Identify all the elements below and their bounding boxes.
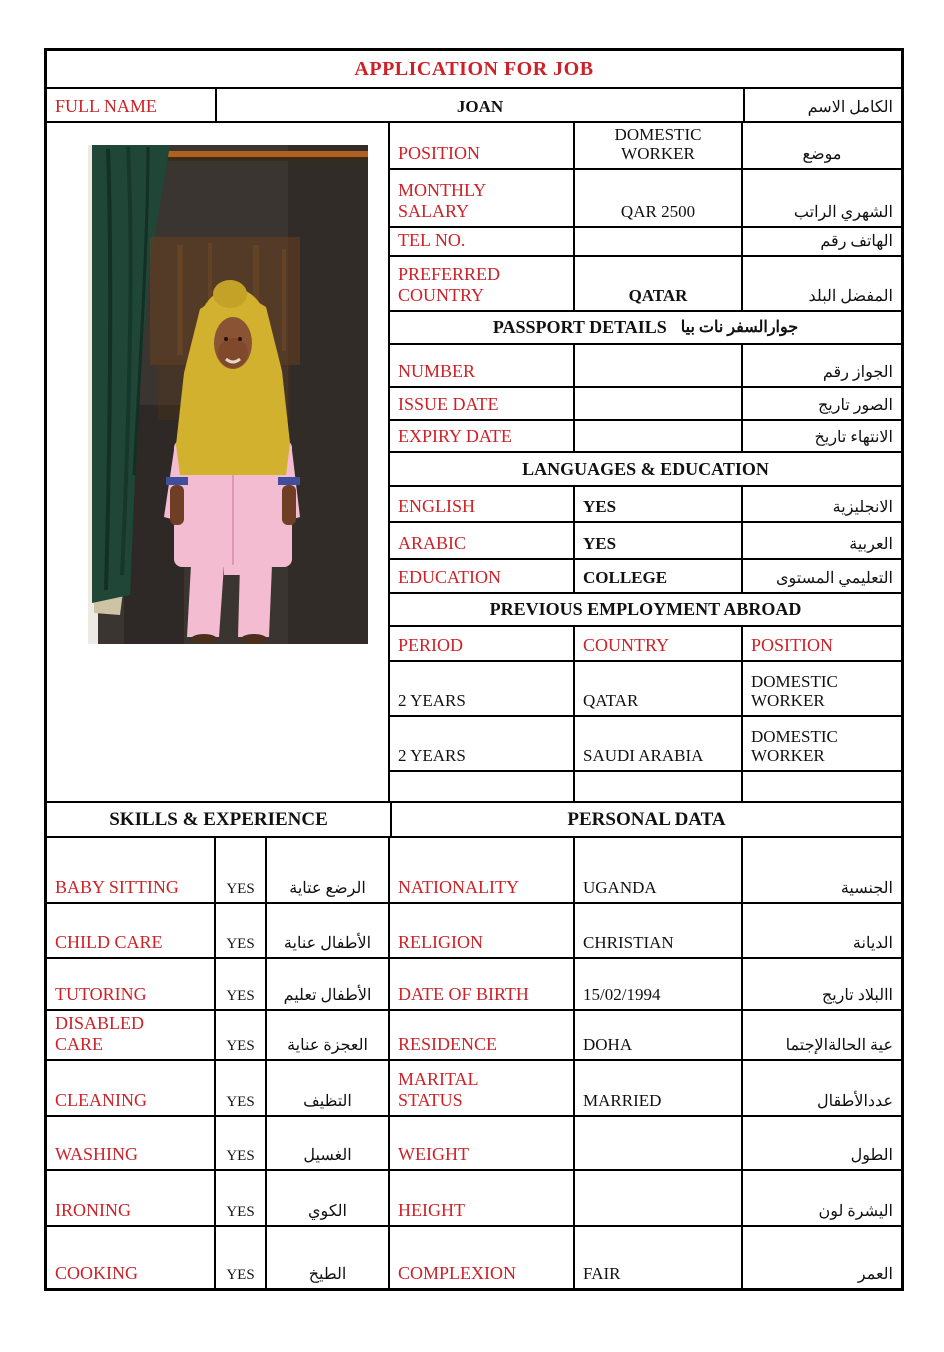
education-arabic: التعليمي المستوى — [775, 569, 893, 587]
previous-employment-title: PREVIOUS EMPLOYMENT ABROAD — [489, 599, 802, 619]
employment-3-position — [743, 772, 901, 801]
personal-arabic: العمر — [857, 1265, 893, 1283]
arabic-label: ARABIC — [390, 523, 575, 558]
arabic-arabic: العربية — [849, 535, 893, 553]
employment-1-position: DOMESTIC WORKER — [751, 671, 838, 711]
skill-row-cleaning — [47, 1061, 388, 1117]
skill-status: YES — [216, 838, 267, 902]
employment-row-1 — [390, 662, 901, 717]
personal-label: NATIONALITY — [390, 838, 575, 902]
skill-row-washing — [47, 1117, 388, 1171]
curtain-rod — [140, 151, 368, 157]
full-name-arabic: الكامل الاسم — [807, 98, 893, 116]
personal-label: RELIGION — [390, 904, 575, 957]
issue-date-label: ISSUE DATE — [390, 388, 575, 419]
personal-arabic: الجنسية — [840, 879, 893, 897]
skill-arabic: العجزة عناية — [287, 1036, 368, 1054]
personal-label: MARITAL STATUS — [390, 1061, 575, 1115]
full-name-value: JOAN — [217, 89, 745, 121]
passport-details-header — [390, 312, 901, 345]
row-english — [390, 487, 901, 523]
skill-status: YES — [216, 1171, 267, 1225]
monthly-salary-label: MONTHLY SALARY — [390, 170, 575, 226]
previous-employment-header — [390, 594, 901, 627]
issue-date-value — [575, 388, 743, 419]
skill-row-baby-sitting — [47, 838, 388, 904]
hand-right — [282, 485, 296, 525]
skill-label: BABY SITTING — [47, 838, 216, 902]
personal-value — [575, 1117, 743, 1169]
english-label: ENGLISH — [390, 487, 575, 521]
passport-number-label: NUMBER — [390, 345, 575, 386]
tel-no-label: TEL NO. — [390, 228, 575, 255]
skill-label: TUTORING — [47, 959, 216, 1009]
position-value: DOMESTIC WORKER — [575, 123, 743, 168]
full-name-row — [47, 89, 901, 123]
personal-row-religion — [390, 904, 901, 959]
personal-value: DOHA — [575, 1011, 743, 1059]
personal-value: MARRIED — [575, 1061, 743, 1115]
photo-cell — [47, 123, 390, 801]
employment-3-country — [575, 772, 743, 801]
row-position — [390, 123, 901, 170]
period-column-header: PERIOD — [390, 627, 575, 660]
details-stack — [390, 123, 901, 801]
preferred-country-value: QATAR — [575, 257, 743, 310]
skill-row-cooking — [47, 1227, 388, 1288]
uniform-pants-left — [187, 565, 224, 637]
personal-row-residence — [390, 1011, 901, 1061]
employment-2-country: SAUDI ARABIA — [575, 717, 743, 770]
skill-label: CLEANING — [47, 1061, 216, 1115]
position-label: POSITION — [390, 123, 575, 168]
passport-number-value — [575, 345, 743, 386]
skill-status: YES — [216, 1227, 267, 1288]
personal-label: WEIGHT — [390, 1117, 575, 1169]
preferred-country-arabic: المفضل البلد — [808, 287, 893, 305]
row-monthly-salary — [390, 170, 901, 228]
row-passport-number — [390, 345, 901, 388]
skill-status: YES — [216, 1061, 267, 1115]
title-row — [47, 51, 901, 89]
hand-left — [170, 485, 184, 525]
skill-status: YES — [216, 904, 267, 957]
position-arabic: موضع — [802, 145, 842, 163]
personal-arabic: الطول — [850, 1146, 893, 1164]
row-issue-date — [390, 388, 901, 421]
employment-row-empty — [390, 772, 901, 801]
employment-1-country: QATAR — [575, 662, 743, 715]
expiry-date-value — [575, 421, 743, 451]
personal-arabic: الديانة — [852, 934, 893, 952]
skill-arabic: الغسيل — [303, 1146, 352, 1164]
skill-label: DISABLED CARE — [47, 1011, 216, 1059]
skill-status: YES — [216, 959, 267, 1009]
row-education — [390, 560, 901, 594]
position-column-header: POSITION — [751, 635, 834, 656]
row-arabic — [390, 523, 901, 560]
personal-label: RESIDENCE — [390, 1011, 575, 1059]
passport-details-title: PASSPORT DETAILS — [492, 317, 667, 337]
applicant-photo — [88, 145, 368, 644]
arabic-value: YES — [575, 523, 743, 558]
country-column-header: COUNTRY — [575, 627, 743, 660]
personal-label: HEIGHT — [390, 1171, 575, 1225]
skill-status: YES — [216, 1117, 267, 1169]
personal-arabic: االبلاد تاريج — [821, 986, 893, 1004]
skill-label: IRONING — [47, 1171, 216, 1225]
employment-2-position: DOMESTIC WORKER — [751, 726, 838, 766]
skill-label: COOKING — [47, 1227, 216, 1288]
skill-row-tutoring — [47, 959, 388, 1011]
skill-row-ironing — [47, 1171, 388, 1227]
row-tel-no — [390, 228, 901, 257]
languages-education-header — [390, 453, 901, 487]
personal-value: CHRISTIAN — [575, 904, 743, 957]
personal-value — [575, 1171, 743, 1225]
education-label: EDUCATION — [390, 560, 575, 592]
skill-label: WASHING — [47, 1117, 216, 1169]
employment-row-2 — [390, 717, 901, 772]
passport-details-title-arabic: جوارالسفر نات بيا — [680, 318, 799, 336]
skill-arabic: التظيف — [303, 1092, 352, 1110]
personal-arabic: عية الحالةالإجتما — [785, 1036, 893, 1054]
employment-2-period: 2 YEARS — [390, 717, 575, 770]
skill-row-disabled-care — [47, 1011, 388, 1061]
personal-value: FAIR — [575, 1227, 743, 1288]
row-expiry-date — [390, 421, 901, 453]
foot-right — [241, 634, 267, 644]
skills-section-header: SKILLS & EXPERIENCE — [47, 803, 392, 836]
application-form-table — [44, 48, 904, 1291]
personal-row-weight — [390, 1117, 901, 1171]
personal-value: 15/02/1994 — [575, 959, 743, 1009]
row-preferred-country — [390, 257, 901, 312]
personal-value: UGANDA — [575, 838, 743, 902]
skill-status: YES — [216, 1011, 267, 1059]
skill-arabic: الرضع عتاية — [289, 879, 366, 897]
personal-row-height — [390, 1171, 901, 1227]
employment-3-period — [390, 772, 575, 801]
personal-label: COMPLEXION — [390, 1227, 575, 1288]
page-title: APPLICATION FOR JOB — [354, 57, 594, 80]
cuff-trim-left — [166, 477, 188, 485]
skill-arabic: الأطفال عناية — [283, 934, 372, 952]
preferred-country-label: PREFERRED COUNTRY — [390, 257, 575, 310]
english-arabic: الانجليزية — [832, 498, 893, 516]
personal-row-nationality — [390, 838, 901, 904]
english-value: YES — [575, 487, 743, 521]
personal-row-marital-status — [390, 1061, 901, 1117]
personal-arabic: عددالأطقال — [817, 1092, 893, 1110]
passport-number-arabic: الجواز رقم — [822, 363, 893, 381]
languages-education-title: LANGUAGES & EDUCATION — [522, 458, 769, 479]
skill-arabic: الكوي — [308, 1202, 347, 1220]
uniform-pants-right — [238, 565, 272, 637]
cuff-trim-right — [278, 477, 300, 485]
education-value: COLLEGE — [575, 560, 743, 592]
employment-columns-row — [390, 627, 901, 662]
skill-label: CHILD CARE — [47, 904, 216, 957]
personal-row-date-of-birth — [390, 959, 901, 1011]
skill-row-child-care — [47, 904, 388, 959]
skill-arabic: الأطفال تعليم — [283, 986, 372, 1004]
personal-label: DATE OF BIRTH — [390, 959, 575, 1009]
main-section — [47, 123, 901, 803]
foot-left — [191, 634, 217, 644]
bottom-section — [47, 838, 901, 1288]
full-name-label: FULL NAME — [47, 89, 217, 121]
monthly-salary-arabic: الشهري الراتب — [793, 203, 893, 221]
expiry-date-arabic: الانتهاء تاريخ — [814, 428, 893, 446]
skills-table — [47, 838, 390, 1288]
personal-data-table — [390, 838, 901, 1288]
expiry-date-label: EXPIRY DATE — [390, 421, 575, 451]
issue-date-arabic: الصور تاريج — [817, 396, 893, 414]
skill-arabic: الطيخ — [308, 1265, 347, 1283]
personal-row-complexion — [390, 1227, 901, 1288]
personal-section-header: PERSONAL DATA — [567, 808, 726, 830]
monthly-salary-value: QAR 2500 — [575, 170, 743, 226]
tel-no-value — [575, 228, 743, 255]
tel-no-arabic: الهاتف رقم — [820, 232, 893, 250]
section-headers-row — [47, 803, 901, 838]
employment-1-period: 2 YEARS — [390, 662, 575, 715]
hijab-knot — [213, 280, 247, 308]
personal-arabic: اليشرة لون — [818, 1202, 893, 1220]
